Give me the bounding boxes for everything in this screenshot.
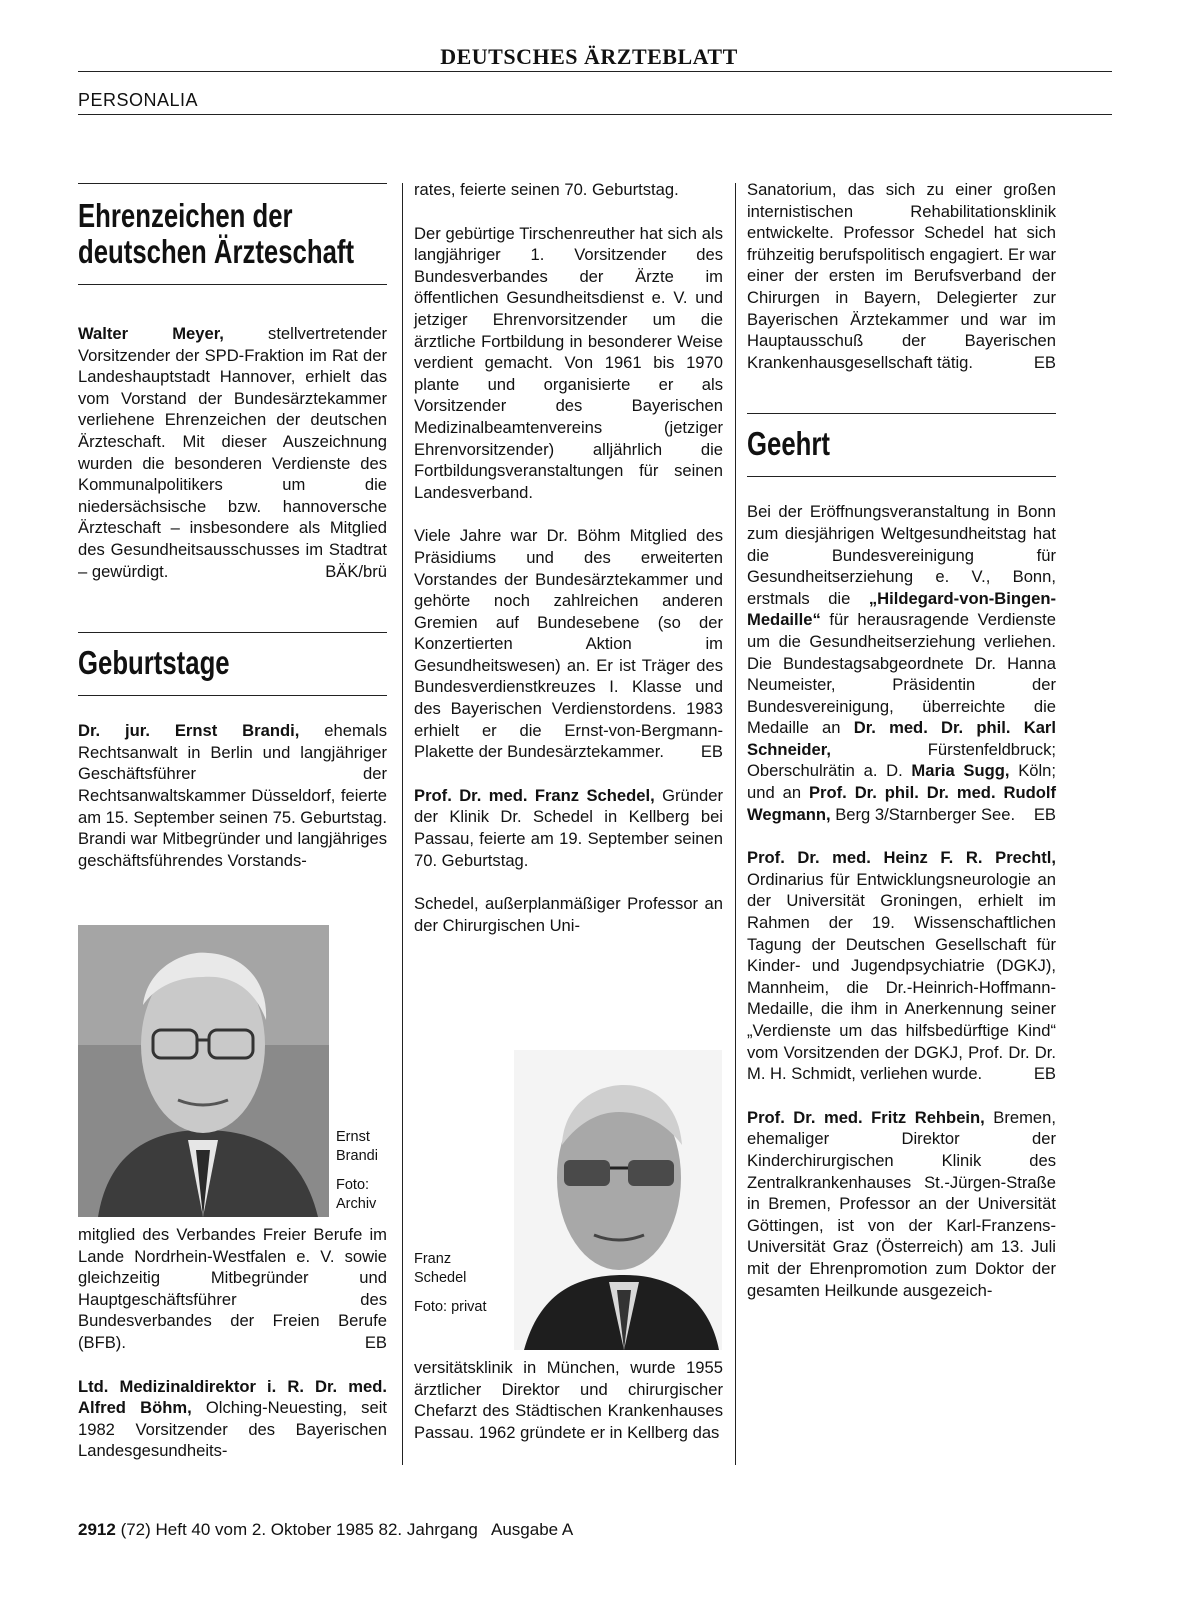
section-label: PERSONALIA [78, 90, 199, 110]
masthead: DEUTSCHES ÄRZTEBLATT [440, 44, 738, 69]
person-name: Ltd. Medizinaldirektor i. R. Dr. med. Alfred Böhm, [78, 1376, 387, 1418]
heading-rule [747, 476, 1056, 477]
heading-rule [747, 413, 1056, 414]
author-signature: EB [364, 1332, 387, 1352]
paragraph-text: Olching-Neuesting, seit 1982 Vorsitzender des Bayerischen Landesgesundheits- [78, 1398, 387, 1461]
person-name: Walter Meyer, [78, 324, 224, 343]
issue-info: (72) Heft 40 vom 2. Oktober 1985 82. Jahrgang Ausgabe A [120, 1520, 574, 1539]
paragraph-text: Fürstenfeldbruck; Oberschulrätin a. D. [747, 739, 1056, 781]
column-divider [402, 183, 403, 1465]
heading-rule [78, 183, 387, 184]
paragraph [78, 323, 387, 582]
award-name: „Hildegard-von-Bingen-Medaille“ [747, 588, 1056, 630]
author-signature: EB [1033, 1064, 1056, 1084]
paragraph-text: Berg 3/Starnberger See. [830, 804, 1016, 824]
heading-rule [78, 695, 387, 696]
paragraph [747, 179, 1056, 373]
paragraph-text: mitglied des Verbandes Freier Berufe im Lande Nordrhein-Westfalen e. V. sowie gleichzeitig Mitbegründer und Hauptgeschäftsführer des Bundesverbandes der Freien Berufe (BFB). [78, 1225, 387, 1352]
article-heading [78, 197, 355, 270]
author-signature: BÄK/brü [325, 561, 387, 581]
portrait-photo-schedel [514, 1050, 722, 1350]
author-signature: EB [1033, 804, 1056, 824]
paragraph [414, 525, 723, 763]
photo-caption [414, 1250, 504, 1317]
paragraph: Schedel, außerplanmäßiger Professor an der Chirurgischen Uni- [414, 894, 723, 935]
article-heading: Geburtstage [78, 644, 230, 682]
paragraph-text: für herausragende Verdienste um die Gesundheitserziehung verliehen. Die Bundestagsabgeordnete Dr. Hanna Neumeister, Präsidentin der Bundesvereinigung, überreichte die Medaille an [747, 610, 1056, 738]
author-signature: EB [1033, 352, 1056, 372]
paragraph [78, 1376, 387, 1462]
paragraph [747, 1107, 1056, 1301]
person-name: Prof. Dr. med. Fritz Rehbein, [747, 1107, 985, 1127]
paragraph-text: stellvertretender Vorsitzender der SPD-Fraktion im Rat der Landeshauptstadt Hannover, erhielt das vom Vorstand der Bundesärztekammer verliehene Ehrenzeichen der deutschen Ärzteschaft. Mit dieser Auszeichnung wurden die besonderen Verdienste des Kommunalpolitikers um die niedersächsische bzw. hannoversche Ärzteschaft – insbesondere als Mitglied des Gesundheitsausschusses im Stadtrat – gewürdigt. [78, 324, 387, 581]
photo-caption [336, 1128, 396, 1214]
person-name: Prof. Dr. med. Franz Schedel, [414, 785, 655, 805]
caption-credit: Foto: Archiv [336, 1177, 377, 1212]
heading-rule [78, 284, 387, 285]
paragraph-text: Sanatorium, das sich zu einer großen internistischen Rehabilitationsklinik entwickelte. Professor Schedel hat sich frühzeitig berufspolitisch engagiert. Er war einer der ersten im Berufsverband der Chirurgen in Bayern, Delegierter zur Bayerischen Ärztekammer und war im Hauptausschuß der Bayerischen Krankenhausgesellschaft tätig. [747, 180, 1056, 372]
paragraph-text: Köln; und an [747, 761, 1057, 803]
paragraph: Der gebürtige Tirschenreuther hat sich als langjähriger 1. Vorsitzender des Bundesverbandes der Ärzte im öffentlichen Gesundheitsdienst e. V. und jetziger Ehrenvorsitzender um die ärztliche Fortbildung in besonderer Weise verdient gemacht. Von 1961 bis 1970 plante und organisierte er als Vorsitzender des Bayerischen Medizinalbeamtenvereins (jetziger Ehrenvorsitzender) alljährlich die Fortbildungsveranstaltungen für seinen Landesverband. [414, 223, 723, 502]
page-number: 2912 [78, 1520, 116, 1539]
paragraph [78, 720, 387, 871]
caption-name: Ernst Brandi [336, 1129, 378, 1164]
column-2-continued [414, 1357, 723, 1443]
caption-name: Franz Schedel [414, 1251, 467, 1286]
paragraph-text: Gründer der Klinik Dr. Schedel in Kellberg bei Passau, feierte am 19. September seinen 70. Geburtstag. [414, 785, 723, 870]
page-footer [78, 1520, 573, 1540]
paragraph-text: Ordinarius für Entwicklungsneurologie an der Universität Groningen, erhielt im Rahmen der 19. Wissenschaftlichen Tagung der Deutschen Gesellschaft für Kinder- und Jugendpsychiatrie (DGKJ), Mannheim, die Dr.-Heinrich-Hoffmann-Medaille, die ihm in Anerkennung seiner „Verdienste um das hilfsbedürftige Kind“ vom Vorsitzenden der DGKJ, Prof. Dr. Dr. M. H. Schmidt, verliehen wurde. [747, 869, 1056, 1084]
paragraph [747, 847, 1056, 1085]
paragraph-text: ehemals Rechtsanwalt in Berlin und langjähriger Geschäftsführer der Rechtsanwaltskammer Düsseldorf, feierte am 15. September seinen 75. Geburtstag. Brandi war Mitbegründer und langjähriges geschäftsführendes Vorstands- [78, 721, 388, 870]
paragraph: rates, feierte seinen 70. Geburtstag. [414, 180, 679, 199]
heading-line: deutschen Ärzteschaft [78, 233, 355, 270]
person-name: Prof. Dr. med. Heinz F. R. Prechtl, [747, 848, 1056, 868]
paragraph-text: Viele Jahre war Dr. Böhm Mitglied des Präsidiums und des erweiterten Vorstandes der Bundesärztekammer und gehörte noch zahlreichen anderen Gremien auf Bundesebene (so der Konzertierten Aktion im Gesundheitswesen) an. Er ist Träger des Bundesverdienstkreuzes I. Klasse und des Bayerischen Verdienstordens. 1983 erhielt er die Ernst-von-Bergmann-Plakette der Bundesärztekammer. [414, 526, 723, 762]
paragraph: versitätsklinik in München, wurde 1955 ärztlicher Direktor und chirurgischer Chefarzt des Städtischen Krankenhauses Passau. 1962 gründete er in Kellberg das [414, 1358, 723, 1442]
section-rule [78, 114, 1112, 115]
person-name: Dr. jur. Ernst Brandi, [78, 721, 300, 741]
masthead-rule [78, 71, 1112, 72]
column-divider [735, 183, 736, 1465]
paragraph-text: Bei der Eröffnungsveranstaltung in Bonn zum diesjährigen Weltgesundheitstag hat die Bundesvereinigung für Gesundheitserziehung e. V., Bonn, erstmals die [747, 502, 1056, 608]
author-signature: EB [700, 742, 723, 762]
caption-credit: Foto: privat [414, 1299, 487, 1315]
paragraph [78, 1224, 387, 1354]
paragraph [747, 501, 1056, 825]
heading-rule [78, 632, 387, 633]
article-heading: Geehrt [747, 425, 830, 463]
heading-line: Ehrenzeichen der [78, 197, 293, 234]
column-2 [414, 179, 723, 936]
column-1-continued [78, 1224, 387, 1462]
paragraph [414, 785, 723, 871]
person-name: Maria Sugg, [911, 761, 1010, 781]
column-1 [78, 183, 387, 871]
person-name: Prof. Dr. phil. Dr. med. Rudolf Wegmann, [747, 783, 1056, 824]
portrait-photo-brandi [78, 925, 329, 1217]
column-3 [747, 179, 1056, 1301]
person-name: Dr. med. Dr. phil. Karl Schneider, [747, 718, 1057, 759]
paragraph-text: Bremen, ehemaliger Direktor der Kinderchirurgischen Klinik des Zentralkrankenhauses St.-Jürgen-Straße in Bremen, Professor an der Universität Göttingen, ist von der Karl-Franzens-Universität Graz (Österreich) am 13. Juli mit der Ehrenpromotion zum Doktor der gesamten Heilkunde ausgezeich- [747, 1107, 1056, 1300]
